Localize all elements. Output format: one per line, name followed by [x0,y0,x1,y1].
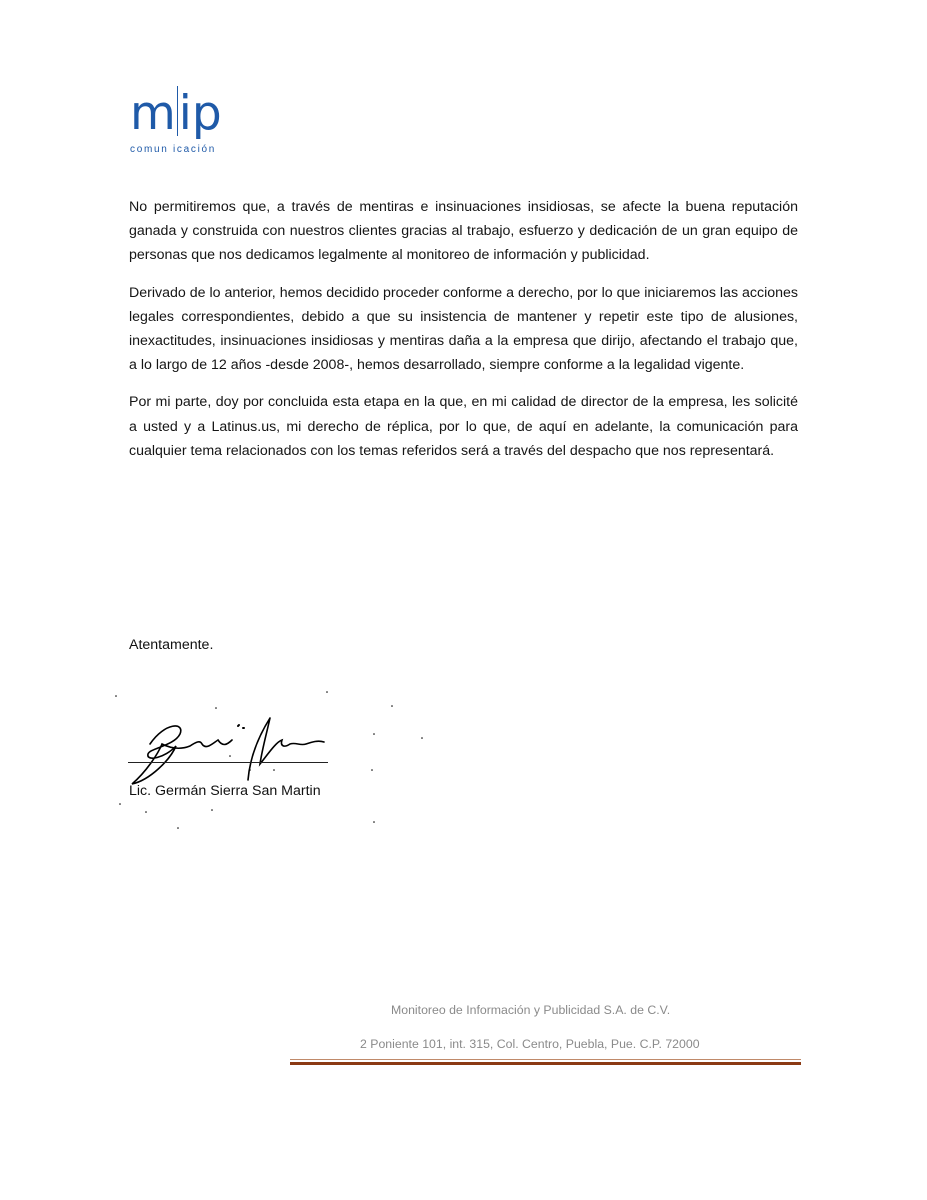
logo-wordmark [130,86,222,142]
paragraph-2: Derivado de lo anterior, hemos decidido proceder conforme a derecho, por lo que iniciaremos las acciones legales correspondientes, debido a que su insistencia de mantener y repetir este tipo de alusiones, inexactitudes, insinuaciones insidiosas y mentiras daña a la empresa que dirijo, afectando el trabajo que, a lo largo de 12 años -desde 2008-, hemos desarrollado, siempre conforme a la legalidad vigente. [129,284,798,374]
logo-separator [177,86,178,136]
paragraph-3: Por mi parte, doy por concluida esta etapa en la que, en mi calidad de director de la empresa, les solicité a usted y a Latinus.us, mi derecho de réplica, por lo que, de aquí en adelante, la comunicación para cualquier tema relacionados con los temas referidos será a través del despacho que nos representará. [129,394,798,459]
signer-name: Lic. Germán Sierra San Martin [129,783,321,799]
footer-rule [290,1059,801,1066]
company-logo [130,86,240,162]
signature-drawing [110,684,440,834]
paragraph-1: No permitiremos que, a través de mentiras e insinuaciones insidiosas, se afecte la buena reputación ganada y construida con nuestros clientes gracias al trabajo, esfuerzo y dedicación de un gran equipo de personas que nos dedicamos legalmente al monitoreo de información y publicidad. [129,199,798,264]
footer-company: Monitoreo de Información y Publicidad S.A. de C.V. [391,1003,671,1017]
letter-body [129,195,798,476]
logo-letters-ip: ip [178,86,222,141]
logo-letter-m: m [130,86,176,141]
signature-line [128,762,328,763]
footer-address: 2 Poniente 101, int. 315, Col. Centro, Puebla, Pue. C.P. 72000 [360,1037,700,1051]
closing-text: Atentamente. [129,637,214,653]
footer-rule-thick [290,1062,801,1065]
logo-subtitle: comun icación [130,144,217,155]
handwritten-signature [110,684,440,834]
footer-rule-thin [290,1059,801,1060]
